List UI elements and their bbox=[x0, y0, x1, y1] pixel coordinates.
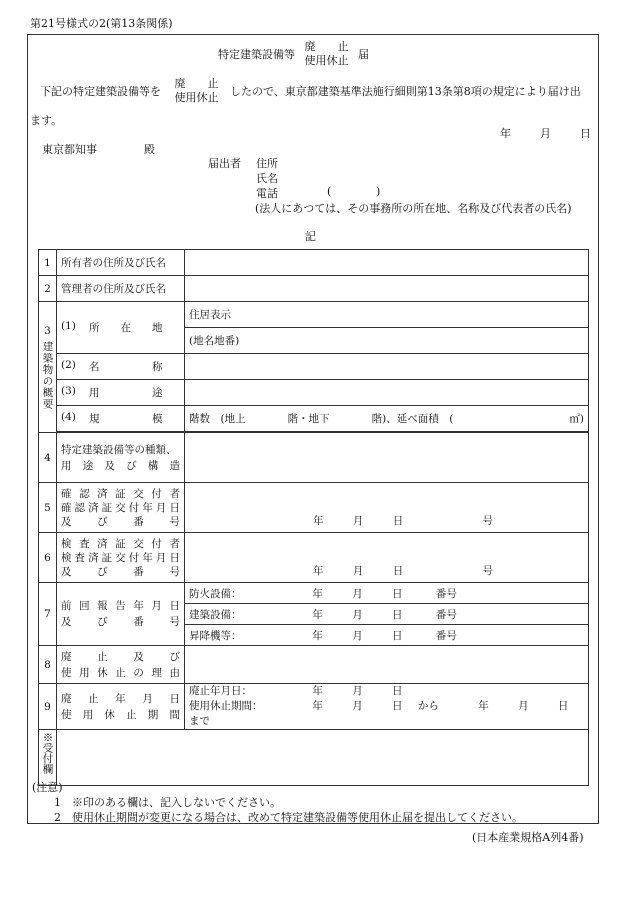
line-label: 防火設備： bbox=[189, 587, 242, 600]
day-mark: 日 bbox=[392, 700, 403, 712]
sub-label: 所 在 地 bbox=[89, 322, 163, 334]
scale-label bbox=[57, 406, 185, 432]
title-option-abolish: 廃 止 bbox=[304, 40, 349, 53]
building-overview-label: 建築物の概要 bbox=[41, 341, 54, 410]
day-mark: 日 bbox=[392, 565, 404, 577]
applicant-label: 届出者 bbox=[208, 157, 241, 170]
from-mark: から bbox=[417, 700, 439, 712]
name-label bbox=[57, 354, 185, 380]
year-mark: 年 bbox=[478, 700, 489, 712]
applicant-address-label: 住所 bbox=[256, 157, 278, 170]
day-mark: 日 bbox=[392, 515, 404, 527]
phone-paren-open: ( bbox=[327, 185, 332, 198]
label-line: 特定建築設備等の種類、 bbox=[61, 443, 177, 456]
label-line: 使用休止期間 bbox=[61, 708, 180, 721]
location-lot-field[interactable]: (地名地番) bbox=[185, 328, 589, 354]
inspection-field[interactable] bbox=[185, 533, 589, 583]
building-equipment-field[interactable] bbox=[185, 604, 589, 625]
reception-text: ※受付欄 bbox=[41, 732, 54, 774]
day-mark: 日 bbox=[392, 629, 403, 642]
label-line: 使用休止の理由 bbox=[61, 666, 180, 679]
label-line: 確認済証交付者 bbox=[61, 487, 180, 500]
applicant-note: (法人にあつては、その事務所の所在地、名称及び代表者の氏名) bbox=[255, 202, 572, 215]
row-number: 3 bbox=[44, 325, 51, 337]
paper-size-note: (日本産業規格A列4番) bbox=[472, 831, 584, 844]
label-line: 廃止及び bbox=[61, 650, 180, 663]
intro-suffix: したので、東京都建築基準法施行細則第13条第8項の規定により届け出 bbox=[230, 85, 581, 98]
until-mark: まで bbox=[189, 715, 210, 727]
title-suffix: 届 bbox=[358, 48, 369, 61]
number-mark: 号 bbox=[482, 565, 494, 577]
sub-number: (2) bbox=[61, 359, 76, 371]
title-prefix: 特定建築設備等 bbox=[218, 48, 295, 61]
details-table bbox=[38, 249, 589, 786]
day-mark: 日 bbox=[392, 587, 403, 600]
suspend-period-label: 使用休止期間： bbox=[189, 700, 263, 712]
intro-option-abolish: 廃 止 bbox=[174, 77, 219, 90]
building-scale-field[interactable] bbox=[185, 406, 589, 432]
form-number: 第21号様式の2(第13条関係) bbox=[30, 17, 173, 30]
intro-option-suspend: 使用休止 bbox=[174, 91, 219, 104]
label-line: 及び番号 bbox=[61, 515, 180, 528]
label-line: 検査済証交付年月日 bbox=[61, 551, 180, 564]
year-mark: 年 bbox=[312, 629, 323, 642]
row-inspection bbox=[39, 533, 589, 583]
equipment-type-field[interactable] bbox=[185, 433, 589, 483]
row-manager bbox=[39, 276, 589, 302]
notes-heading: (注意) bbox=[32, 781, 63, 794]
sub-label: 名 称 bbox=[89, 361, 163, 373]
location-label bbox=[57, 302, 185, 354]
intro-sentence bbox=[40, 77, 581, 105]
row-building-location-addr bbox=[39, 302, 589, 328]
manager-field[interactable] bbox=[185, 276, 589, 302]
row-label: 管理者の住所及び氏名 bbox=[57, 276, 185, 302]
sub-label: 規 模 bbox=[89, 413, 163, 425]
label-line: 前回報告年月日 bbox=[61, 600, 180, 612]
row-number: 2 bbox=[39, 276, 57, 302]
row-label: 所有者の住所及び氏名 bbox=[57, 250, 185, 276]
scale-area-unit: ㎡) bbox=[569, 413, 584, 425]
row-label bbox=[57, 646, 185, 684]
month-mark: 月 bbox=[352, 685, 363, 697]
sub-number: (4) bbox=[61, 411, 76, 423]
row-period bbox=[39, 684, 589, 730]
use-label bbox=[57, 380, 185, 406]
row-building-scale bbox=[39, 406, 589, 432]
title-options bbox=[305, 40, 349, 68]
row-reason bbox=[39, 646, 589, 684]
year-mark: 年 bbox=[312, 700, 323, 712]
row-number: 4 bbox=[39, 433, 57, 483]
reason-field[interactable] bbox=[185, 646, 589, 684]
addressee-name: 東京都知事 bbox=[42, 143, 97, 156]
label-line: 廃止年月日 bbox=[61, 692, 180, 705]
sub-number: (3) bbox=[61, 385, 76, 397]
title-option-suspend: 使用休止 bbox=[304, 54, 349, 67]
number-mark: 番号 bbox=[435, 629, 457, 642]
addressee bbox=[42, 141, 155, 157]
row-number: 9 bbox=[39, 684, 57, 730]
month-mark: 月 bbox=[352, 565, 364, 577]
date-line bbox=[500, 125, 591, 141]
date-month: 月 bbox=[540, 127, 551, 140]
row-building-use bbox=[39, 380, 589, 406]
day-mark: 日 bbox=[392, 608, 403, 621]
row-number: 6 bbox=[39, 533, 57, 583]
month-mark: 月 bbox=[352, 608, 363, 621]
month-mark: 月 bbox=[352, 700, 363, 712]
note-1: 1 ※印のある欄は、記入しないでください。 bbox=[54, 796, 281, 809]
month-mark: 月 bbox=[352, 515, 364, 527]
date-day: 日 bbox=[580, 127, 591, 140]
row-label bbox=[57, 533, 185, 583]
row-number: 1 bbox=[39, 250, 57, 276]
row-number: 8 bbox=[39, 646, 57, 684]
note-2: 2 使用休止期間が変更になる場合は、改めて特定建築設備等使用休止届を提出してください。 bbox=[54, 811, 523, 824]
date-year: 年 bbox=[500, 127, 511, 140]
label-line: 及び番号 bbox=[61, 616, 180, 628]
month-mark: 月 bbox=[518, 700, 529, 712]
year-mark: 年 bbox=[313, 515, 324, 527]
building-overview-vertical bbox=[39, 302, 57, 433]
location-address-field[interactable]: 住居表示 bbox=[185, 302, 589, 328]
label-line: 及び番号 bbox=[61, 565, 180, 578]
row-building-name bbox=[39, 354, 589, 380]
period-field[interactable] bbox=[185, 684, 589, 730]
row-reception bbox=[39, 730, 589, 786]
building-name-field[interactable] bbox=[185, 354, 589, 380]
phone-paren-close: ) bbox=[376, 185, 381, 198]
row-number: 5 bbox=[39, 483, 57, 533]
intro-prefix: 下記の特定建築設備等を bbox=[40, 85, 161, 98]
year-mark: 年 bbox=[312, 587, 323, 600]
applicant-name-label: 氏名 bbox=[256, 172, 278, 185]
owner-field[interactable] bbox=[185, 250, 589, 276]
month-mark: 月 bbox=[352, 629, 363, 642]
confirmation-field[interactable] bbox=[185, 483, 589, 533]
day-mark: 日 bbox=[557, 700, 569, 712]
fire-equipment-field[interactable] bbox=[185, 583, 589, 604]
year-mark: 年 bbox=[312, 685, 323, 697]
row-label bbox=[57, 433, 185, 483]
reception-field bbox=[57, 730, 589, 786]
year-mark: 年 bbox=[312, 608, 323, 621]
intro-line2: ます。 bbox=[30, 114, 63, 127]
number-mark: 番号 bbox=[435, 608, 457, 621]
applicant-phone-label: 電話 bbox=[256, 187, 278, 200]
number-mark: 号 bbox=[482, 515, 494, 527]
row-equipment-type bbox=[39, 433, 589, 483]
sub-number: (1) bbox=[61, 320, 76, 332]
day-mark: 日 bbox=[392, 685, 403, 697]
elevator-field[interactable] bbox=[185, 625, 589, 646]
row-label bbox=[57, 483, 185, 533]
line-label: 建築設備： bbox=[189, 608, 242, 621]
row-label bbox=[57, 684, 185, 730]
row-number: 7 bbox=[39, 583, 57, 646]
month-mark: 月 bbox=[352, 587, 363, 600]
abolish-date-label: 廃止年月日： bbox=[189, 685, 252, 697]
addressee-honorific: 殿 bbox=[144, 143, 155, 156]
line-label: 昇降機等： bbox=[189, 629, 242, 642]
label-line: 用途及び構造 bbox=[61, 459, 180, 472]
sub-label: 用 途 bbox=[89, 387, 163, 399]
row-previous-report-1 bbox=[39, 583, 589, 604]
number-mark: 番号 bbox=[435, 587, 457, 600]
reception-label bbox=[39, 730, 57, 786]
row-label bbox=[57, 583, 185, 646]
row-owner bbox=[39, 250, 589, 276]
row-confirmation bbox=[39, 483, 589, 533]
form-title bbox=[218, 40, 369, 68]
ki-heading: 記 bbox=[305, 230, 316, 243]
label-line: 確認済証交付年月日 bbox=[61, 501, 180, 514]
intro-options bbox=[175, 77, 219, 105]
year-mark: 年 bbox=[313, 565, 324, 577]
building-use-field[interactable] bbox=[185, 380, 589, 406]
label-line: 検査済証交付者 bbox=[61, 537, 180, 550]
scale-floors-text: 階数 (地上 階・地下 階)、延べ面積 ( bbox=[189, 413, 454, 425]
